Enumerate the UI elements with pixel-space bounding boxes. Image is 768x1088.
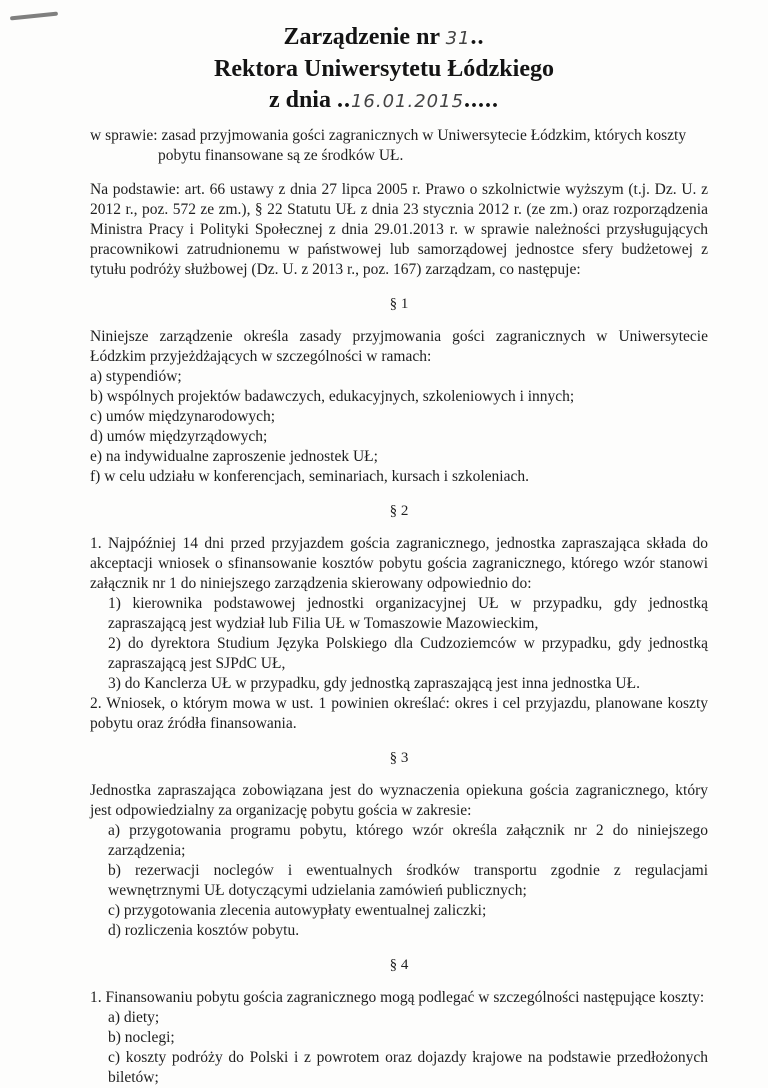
subject-paragraph (90, 126, 708, 166)
document-header (0, 22, 768, 117)
section-3-item: a) przygotowania programu pobytu, którego wzór określa załącznik nr 2 do niniejszego zarządzenia; (108, 822, 708, 859)
subject-line-1: w sprawie: zasad przyjmowania gości zagranicznych w Uniwersytecie Łódzkim, których koszty (90, 127, 687, 144)
section-4-heading: § 4 (389, 957, 409, 973)
scan-speck (748, 344, 752, 348)
scan-artifact-mark (10, 12, 58, 21)
section-3-item: c) przygotowania zlecenia autowypłaty ewentualnej zaliczki; (108, 902, 487, 919)
section-4-item: a) diety; (108, 1009, 160, 1026)
section-2-item: 1) kierownika podstawowej jednostki organizacyjnej UŁ w przypadku, gdy jednostką zapraszającą jest wydział lub Filia UŁ w Tomaszowie Mazowieckim, (108, 595, 708, 632)
section-1-item: d) umów międzyrządowych; (90, 428, 268, 445)
section-3-intro: Jednostka zapraszająca zobowiązana jest do wyznaczenia opiekuna gościa zagranicznego, który jest odpowiedzialny za organizację pobytu gościa w zakresie: (90, 782, 708, 819)
section-2-item: 2) do dyrektora Studium Języka Polskiego dla Cudzoziemców w przypadku, gdy jednostką zapraszającą jest SJPdC UŁ, (108, 635, 708, 672)
section-3-heading: § 3 (389, 750, 409, 766)
subject-line-2: pobytu finansowane są ze środków UŁ. (158, 147, 404, 164)
section-1-item: b) wspólnych projektów badawczych, edukacyjnych, szkoleniowych i innych; (90, 388, 575, 405)
section-1-intro: Niniejsze zarządzenie określa zasady przyjmowania gości zagranicznych w Uniwersytecie Łódzkim przyjeżdżających w szczególności w ramach: (90, 328, 708, 365)
section-2-item: 3) do Kanclerza UŁ w przypadku, gdy jednostką zapraszającą jest inna jednostka UŁ. (108, 675, 640, 692)
section-3-item: b) rezerwacji noclegów i ewentualnych środków transportu zgodnie z regulacjami wewnętrznymi UŁ dotyczącymi udzielania zamówień publicznych; (108, 862, 708, 899)
date-prefix: z dnia (268, 87, 337, 113)
document-body (90, 126, 708, 1088)
handwritten-date: 16.01.2015 (350, 91, 465, 112)
section-4-item: b) noclegi; (108, 1029, 175, 1046)
legal-basis-paragraph: Na podstawie: art. 66 ustawy z dnia 27 lipca 2005 r. Prawo o szkolnictwie wyższym (t.j. Dz. U. z 2012 r., poz. 572 ze zm.), § 22 Statutu UŁ z dnia 23 stycznia 2012 r. (ze zm.) oraz rozporządzenia Ministra Pracy i Polityki Społecznej z dnia 29.01.2013 r. w sprawie należności przysługujących pracownikowi zatrudnionemu w państwowej lub samorządowej jednostce sfery budżetowej z tytułu podróży służbowej (Dz. U. z 2013 r., poz. 167) zarządzam, co następuje: (90, 181, 708, 278)
section-4-item: c) koszty podróży do Polski i z powrotem oraz dojazdy krajowe na podstawie przedłożonych biletów; (108, 1049, 708, 1086)
rector-line: Rektora Uniwersytetu Łódzkiego (214, 56, 554, 82)
date-leading-dots: .. (336, 87, 351, 113)
section-1-item: a) stypendiów; (90, 368, 182, 385)
section-1-item: c) umów międzynarodowych; (90, 408, 276, 425)
section-1-item: e) na indywidualne zaproszenie jednostek UŁ; (90, 448, 378, 465)
title-dots: .. (470, 24, 485, 50)
section-2-paragraph-1: 1. Najpóźniej 14 dni przed przyjazdem gościa zagranicznego, jednostka zapraszająca składa do akceptacji wniosek o sfinansowanie kosztów pobytu gościa zagranicznego, którego wzór stanowi załącznik nr 1 do niniejszego zarządzenia skierowany odpowiednio do: (90, 535, 708, 592)
section-1-heading: § 1 (389, 296, 409, 312)
date-dots: ..... (464, 87, 500, 113)
section-3-item: d) rozliczenia kosztów pobytu. (108, 922, 300, 939)
section-2-heading: § 2 (389, 503, 409, 519)
handwritten-number: 31 (445, 28, 471, 49)
section-4-intro: 1. Finansowaniu pobytu gościa zagranicznego mogą podlegać w szczególności następujące koszty: (90, 989, 705, 1006)
section-1-item: f) w celu udziału w konferencjach, seminariach, kursach i szkoleniach. (90, 468, 529, 485)
section-2-paragraph-2: 2. Wniosek, o którym mowa w ust. 1 powinien określać: okres i cel przyjazdu, planowane koszty pobytu oraz źródła finansowania. (90, 695, 708, 732)
date-line (0, 85, 768, 117)
title-prefix: Zarządzenie nr (283, 24, 446, 50)
title-line (0, 22, 768, 54)
